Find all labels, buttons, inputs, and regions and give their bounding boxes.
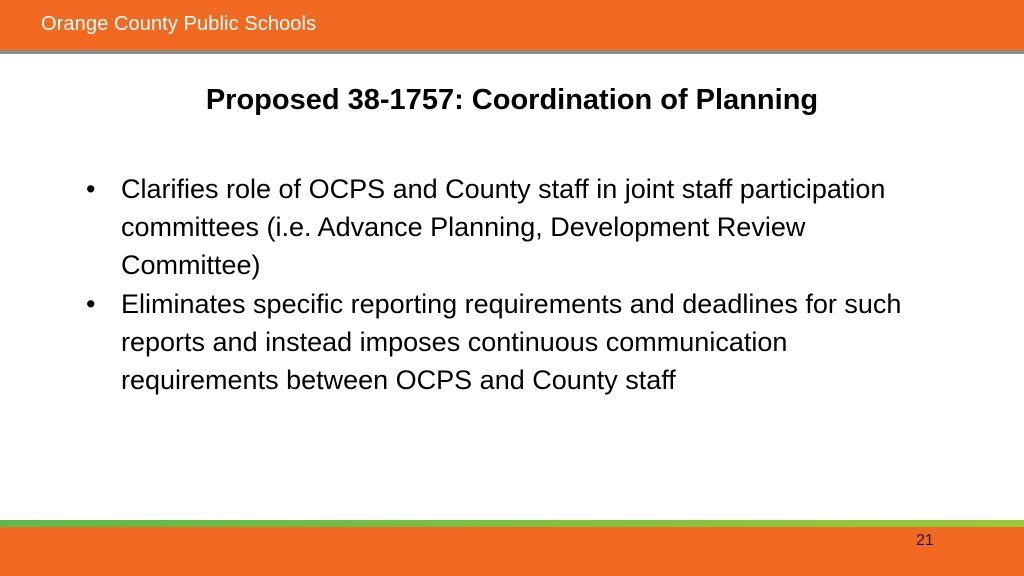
page-number: 21 — [916, 532, 934, 549]
bullet-text: Clarifies role of OCPS and County staff in joint staff participation committees (i.e. Advance Planning, Development Review Committee) — [121, 174, 886, 280]
footer-bar — [0, 527, 1024, 576]
bullet-icon: • — [86, 289, 96, 319]
bullet-text: Eliminates specific reporting requirements and deadlines for such reports and instead imposes continuous communication requirements between OCPS and County staff — [121, 289, 902, 395]
footer-accent-stripe — [0, 520, 1024, 527]
bullet-item — [84, 170, 944, 284]
header-bar — [0, 0, 1024, 50]
bullet-item — [84, 285, 944, 399]
bullet-list — [84, 170, 944, 400]
organization-name: Orange County Public Schools — [41, 13, 317, 35]
bullet-icon: • — [86, 174, 96, 204]
header-divider — [0, 50, 1024, 54]
slide-title: Proposed 38-1757: Coordination of Planning — [205, 84, 819, 116]
